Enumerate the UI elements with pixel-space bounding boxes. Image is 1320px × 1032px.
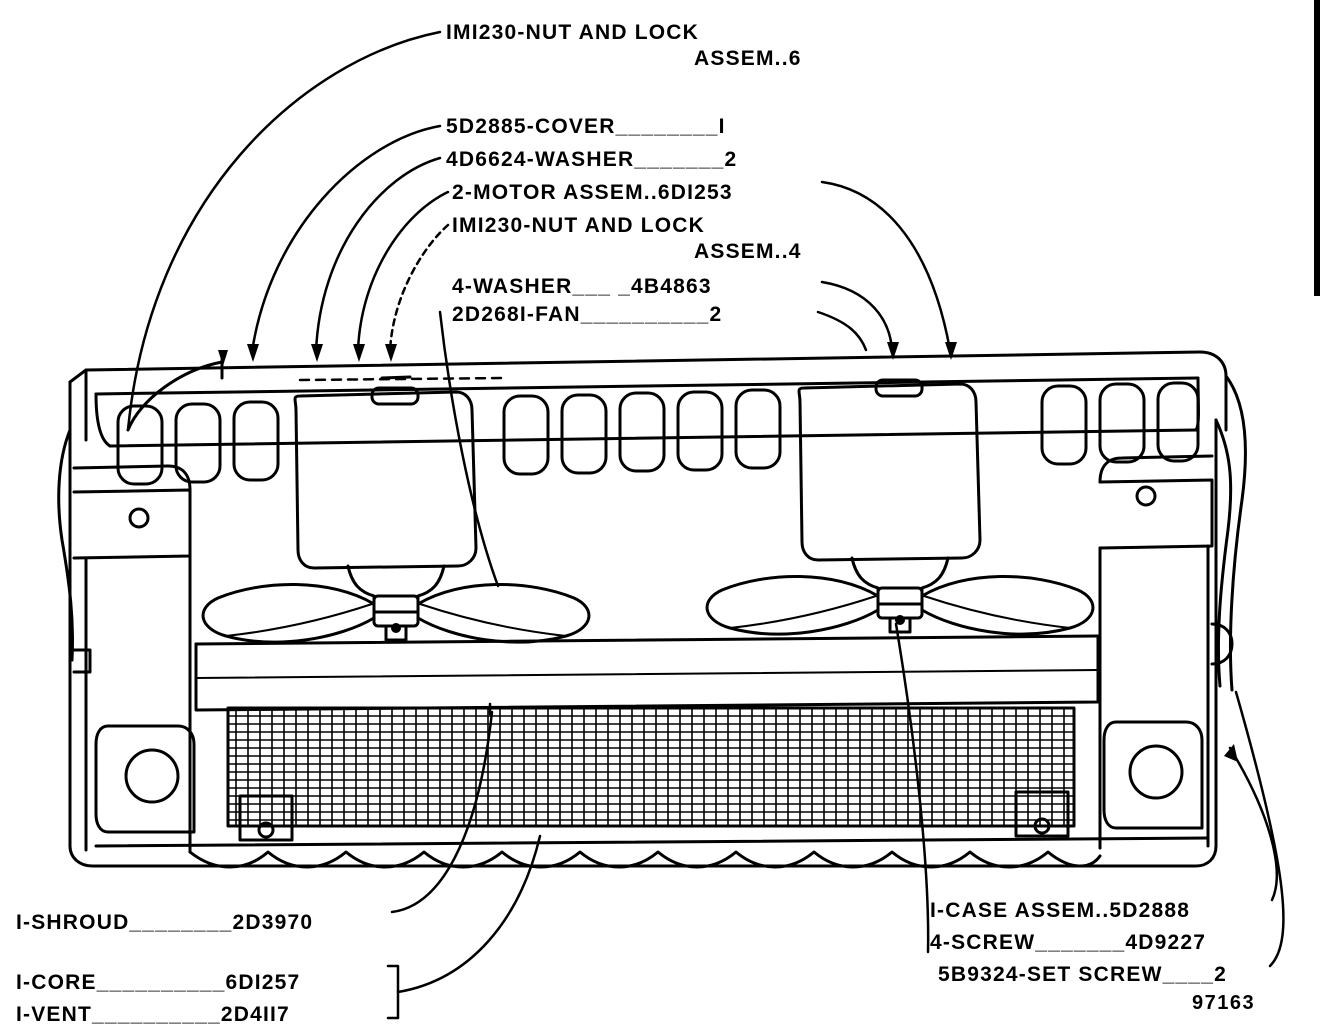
callout-fan: 2D268I-FAN__________2	[452, 303, 723, 326]
callout-screw: 4-SCREW_______4D9227	[930, 931, 1207, 954]
callout-motor-assem: 2-MOTOR ASSEM..6DI253	[452, 181, 733, 204]
callout-washer-4b4863: 4-WASHER___ _4B4863	[452, 275, 712, 298]
right-edge-rule	[1314, 0, 1320, 296]
callout-cover: 5D2885-COVER________I	[446, 115, 726, 138]
callout-nut-and-lock-6-line2: ASSEM..6	[694, 47, 802, 70]
callout-shroud: I-SHROUD________2D3970	[16, 911, 314, 934]
callout-core: I-CORE__________6DI257	[16, 971, 301, 994]
drawing-number: 97163	[1192, 992, 1256, 1014]
callout-nut-and-lock-4-line1: IMI230-NUT AND LOCK	[452, 214, 706, 237]
callout-nut-and-lock-6-line1: IMI230-NUT AND LOCK	[446, 21, 700, 44]
callout-washer-4d6624: 4D6624-WASHER_______2	[446, 148, 738, 171]
callout-nut-and-lock-4-line2: ASSEM..4	[694, 240, 802, 263]
callout-vent: I-VENT__________2D4II7	[16, 1003, 290, 1026]
callout-set-screw: 5B9324-SET SCREW____2	[938, 963, 1227, 986]
callout-case-assem: I-CASE ASSEM..5D2888	[930, 899, 1191, 922]
